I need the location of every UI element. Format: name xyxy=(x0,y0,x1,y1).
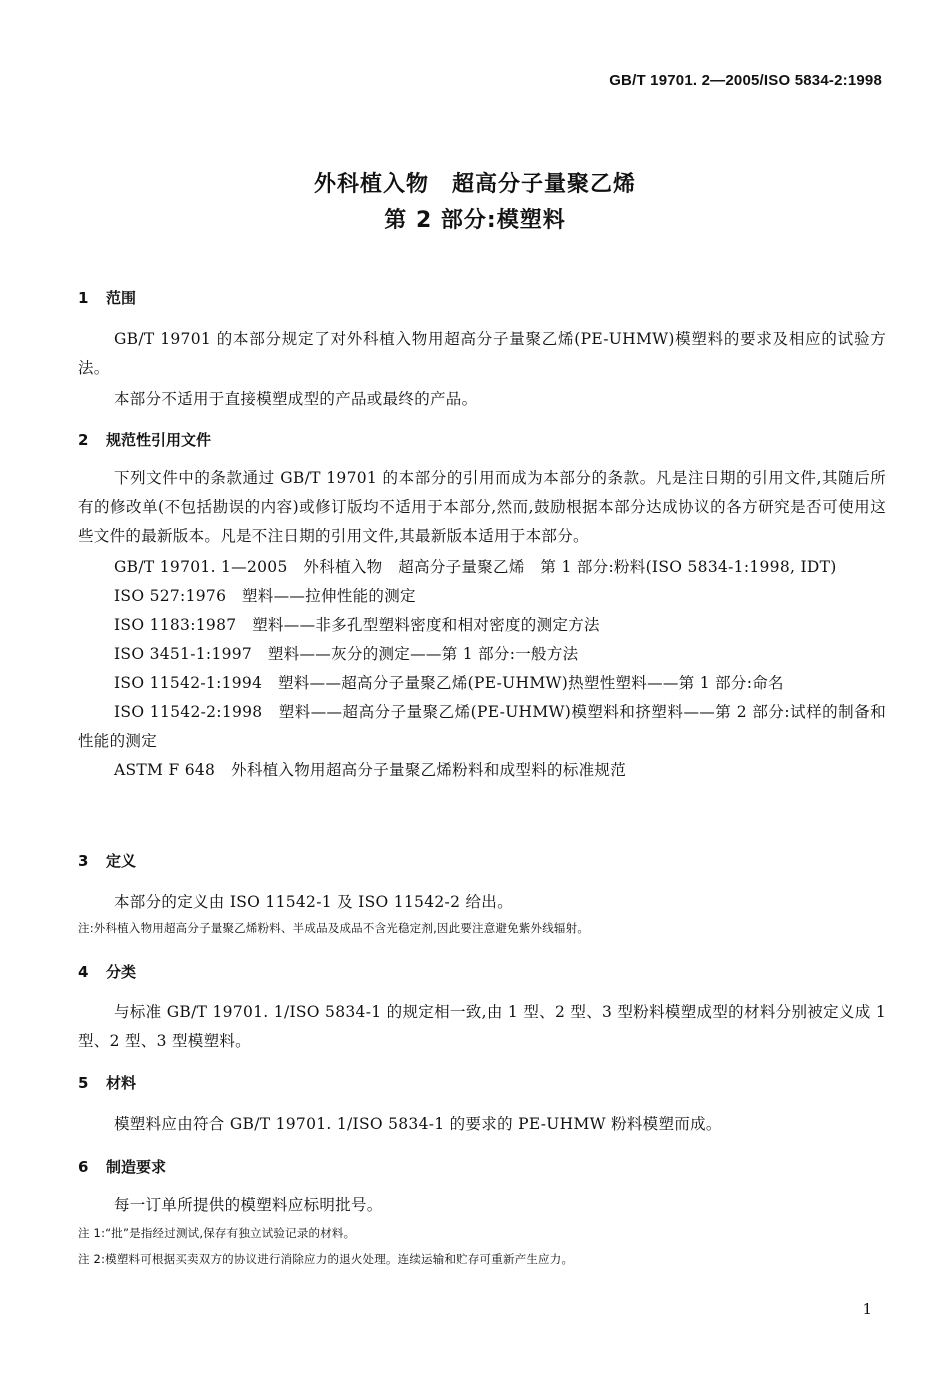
section-heading xyxy=(78,1073,886,1093)
paragraph: 本部分不适用于直接模塑成型的产品或最终的产品。 xyxy=(114,390,478,408)
section-number: 1 xyxy=(78,289,89,307)
section-title: 制造要求 xyxy=(106,1158,167,1176)
reference-item: ISO 527:1976 塑料——拉伸性能的测定 xyxy=(114,587,416,605)
reference-item: ISO 11542-1:1994 塑料——超高分子量聚乙烯(PE-UHMW)热塑性塑料——第 1 部分:命名 xyxy=(114,674,784,692)
reference-item: ISO 11542-2:1998 塑料——超高分子量聚乙烯(PE-UHMW)模塑料和挤塑料——第 2 部分:试样的制备和性能的测定 xyxy=(78,703,886,750)
reference-item: ISO 1183:1987 塑料——非多孔型塑料密度和相对密度的测定方法 xyxy=(114,616,600,634)
section-6-body xyxy=(78,1191,886,1270)
page-number: 1 xyxy=(862,1300,872,1318)
section-heading xyxy=(78,962,886,982)
section-title: 材料 xyxy=(106,1074,137,1092)
document-title-line2: 第 2 部分:模塑料 xyxy=(384,208,566,233)
section-2-body xyxy=(78,464,886,785)
paragraph: 下列文件中的条款通过 GB/T 19701 的本部分的引用而成为本部分的条款。凡是注日期的引用文件,其随后所有的修改单(不包括勘误的内容)或修订版均不适用于本部分,然而,鼓励根据本部分达成协议的各方研究是否可使用这些文件的最新版本。凡是不注日期的引用文件,其最新版本适用于本部分。 xyxy=(78,469,886,545)
section-5-body xyxy=(78,1110,886,1139)
section-4-body xyxy=(78,998,886,1056)
section-number: 5 xyxy=(78,1074,89,1092)
section-1-body xyxy=(78,325,886,414)
section-title: 定义 xyxy=(106,852,137,870)
section-title: 范围 xyxy=(106,289,137,307)
reference-item: GB/T 19701. 1—2005 外科植入物 超高分子量聚乙烯 第 1 部分:粉料(ISO 5834-1:1998, IDT) xyxy=(114,558,837,576)
section-title: 分类 xyxy=(106,963,137,981)
section-3-body xyxy=(78,888,886,939)
paragraph: GB/T 19701 的本部分规定了对外科植入物用超高分子量聚乙烯(PE-UHMW)模塑料的要求及相应的试验方法。 xyxy=(78,330,886,377)
section-3 xyxy=(78,851,886,871)
note: 注:外科植入物用超高分子量聚乙烯粉料、半成品及成品不含光稳定剂,因此要注意避免紫外线辐射。 xyxy=(78,921,590,935)
section-number: 2 xyxy=(78,431,89,449)
paragraph: 与标准 GB/T 19701. 1/ISO 5834-1 的规定相一致,由 1 型、2 型、3 型粉料模塑成型的材料分别被定义成 1 型、2 型、3 型模塑料。 xyxy=(78,1003,886,1050)
reference-item: ISO 3451-1:1997 塑料——灰分的测定——第 1 部分:一般方法 xyxy=(114,645,579,663)
section-5 xyxy=(78,1073,886,1093)
note: 注 2:模塑料可根据买卖双方的协议进行消除应力的退火处理。连续运输和贮存可重新产生应力。 xyxy=(78,1252,574,1266)
standard-code: GB/T 19701. 2—2005/ISO 5834-2:1998 xyxy=(609,72,882,89)
paragraph: 模塑料应由符合 GB/T 19701. 1/ISO 5834-1 的要求的 PE-UHMW 粉料模塑而成。 xyxy=(114,1115,722,1133)
section-6 xyxy=(78,1157,886,1177)
reference-item: ASTM F 648 外科植入物用超高分子量聚乙烯粉料和成型料的标准规范 xyxy=(114,761,627,779)
section-heading xyxy=(78,430,886,450)
section-2 xyxy=(78,430,886,450)
document-title-line1: 外科植入物 超高分子量聚乙烯 xyxy=(313,172,636,197)
section-heading xyxy=(78,288,886,308)
section-heading xyxy=(78,851,886,871)
paragraph: 本部分的定义由 ISO 11542-1 及 ISO 11542-2 给出。 xyxy=(114,893,513,911)
section-1 xyxy=(78,288,886,308)
section-number: 4 xyxy=(78,963,89,981)
section-4 xyxy=(78,962,886,982)
paragraph: 每一订单所提供的模塑料应标明批号。 xyxy=(114,1196,383,1214)
section-number: 3 xyxy=(78,852,89,870)
section-title: 规范性引用文件 xyxy=(106,431,212,449)
section-heading xyxy=(78,1157,886,1177)
note: 注 1:“批”是指经过测试,保存有独立试验记录的材料。 xyxy=(78,1226,356,1240)
section-number: 6 xyxy=(78,1158,89,1176)
